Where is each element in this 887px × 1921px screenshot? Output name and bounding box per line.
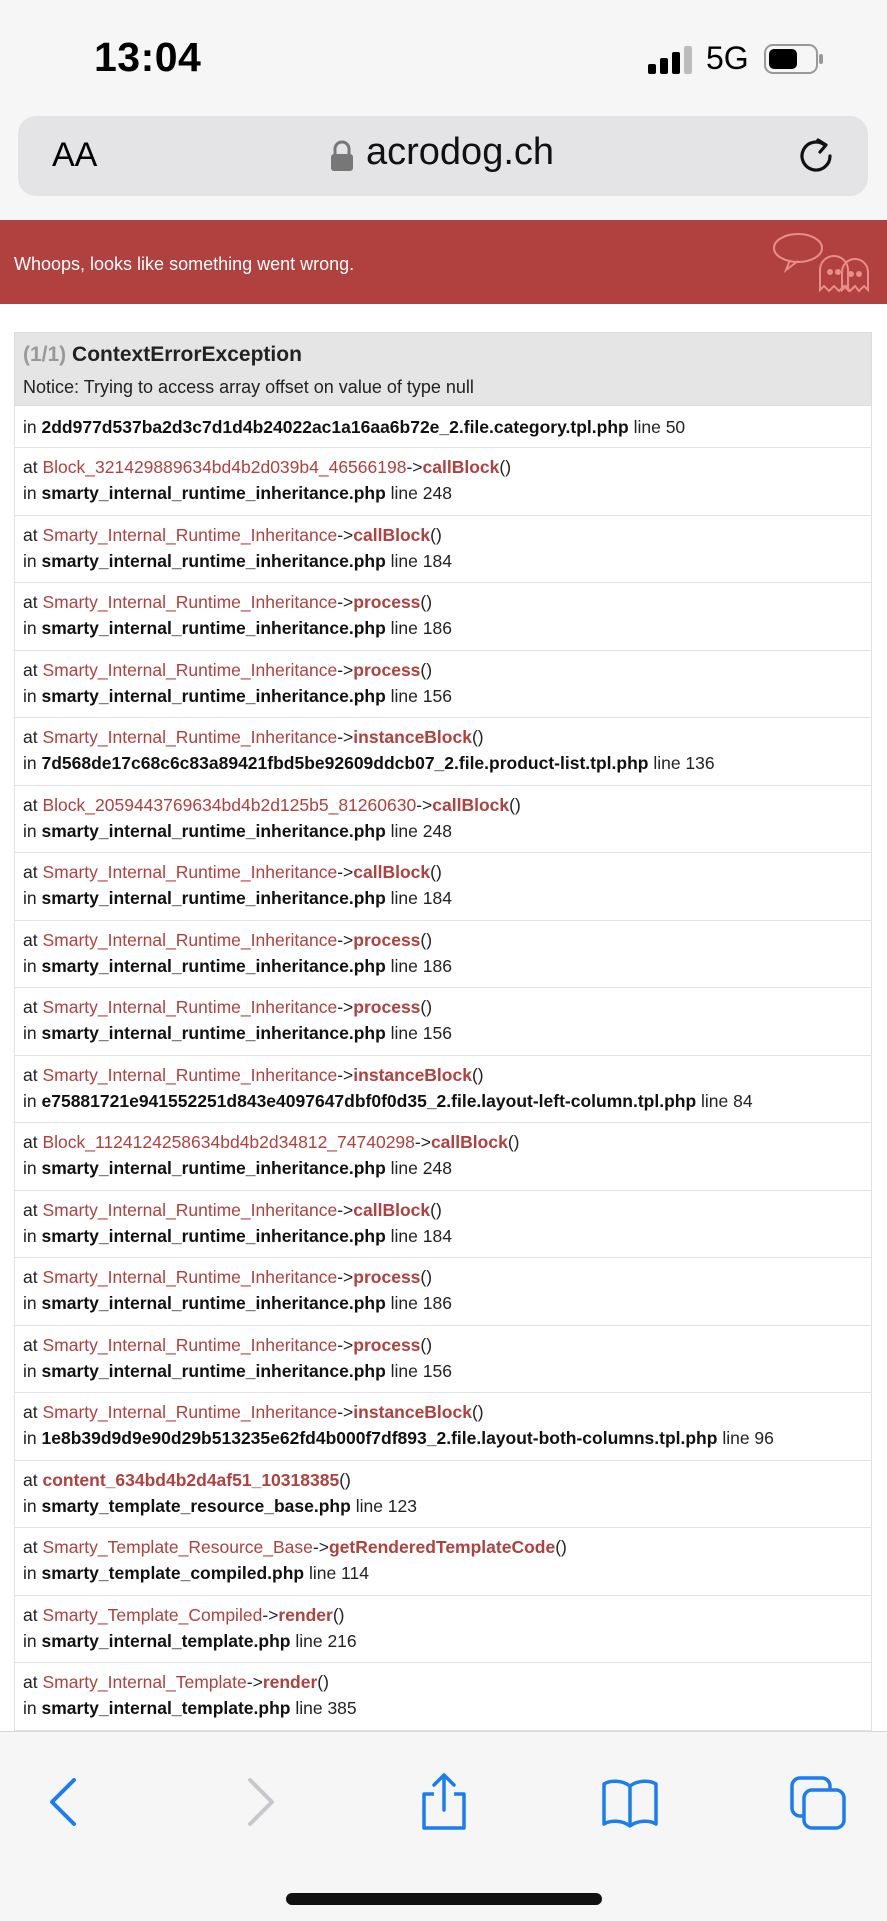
frame-arrow: -> xyxy=(337,1334,354,1355)
frame-in-label: in xyxy=(23,1225,37,1246)
frame-class: Smarty_Internal_Runtime_Inheritance xyxy=(42,727,338,747)
frame-function: process xyxy=(353,659,421,680)
frame-parens: () xyxy=(420,592,433,612)
frame-at-label: at xyxy=(23,524,38,545)
frame-arrow: -> xyxy=(337,1064,354,1085)
frame-in-label: in xyxy=(23,1023,37,1043)
frame-parens: () xyxy=(471,1402,484,1422)
frame-line: line 184 xyxy=(390,550,452,571)
frame-at-label: at xyxy=(23,1334,38,1355)
frame-class: Smarty_Internal_Runtime_Inheritance xyxy=(42,1402,338,1422)
frame-class: Smarty_Internal_Runtime_Inheritance xyxy=(42,1064,338,1085)
frame-function: callBlock xyxy=(353,1199,431,1220)
frame-parens: () xyxy=(509,794,521,815)
frame-file: smarty_internal_runtime_inheritance.php xyxy=(41,820,386,841)
frame-line: line 248 xyxy=(390,1158,452,1178)
frame-class: Block_2059443769634bd4b2d125b5_81260630 xyxy=(42,794,417,815)
frame-in-label: in xyxy=(23,1698,37,1718)
frame-arrow: -> xyxy=(337,997,354,1017)
frame-file: smarty_internal_template.php xyxy=(41,1698,291,1718)
frame-file: smarty_internal_runtime_inheritance.php xyxy=(41,618,386,638)
frame-file: smarty_internal_runtime_inheritance.php xyxy=(41,1293,386,1313)
frame-file: 1e8b39d9d9e90d29b513235e62fd4b000f7df893_2.file.layout-both-columns.tpl.php xyxy=(41,1428,718,1448)
stack-frame xyxy=(14,651,872,719)
frame-class: Smarty_Internal_Runtime_Inheritance xyxy=(42,929,338,950)
frame-in-label: in xyxy=(23,955,37,976)
tabs-icon[interactable] xyxy=(788,1772,848,1832)
stack-frame xyxy=(14,516,872,584)
frame-line: line 96 xyxy=(722,1428,774,1448)
frame-arrow: -> xyxy=(337,929,354,950)
frame-in-label: in xyxy=(23,550,37,571)
text-size-button[interactable]: AA xyxy=(52,136,98,174)
stack-frame xyxy=(14,1663,872,1731)
frame-line: line 156 xyxy=(390,1023,452,1043)
address-bar[interactable] xyxy=(18,116,868,196)
frame-line: line 123 xyxy=(355,1495,417,1516)
frame-function: content_634bd4b2d4af51_10318385 xyxy=(42,1469,340,1490)
frame-in-label: in xyxy=(23,753,37,773)
frame-line: line 156 xyxy=(390,1360,452,1381)
frame-at-label: at xyxy=(23,1132,38,1152)
frame-parens: () xyxy=(430,862,442,882)
frame-arrow: -> xyxy=(312,1537,329,1557)
frame-function: instanceBlock xyxy=(353,1064,472,1085)
frame-line: line 84 xyxy=(701,1090,753,1111)
frame-function: instanceBlock xyxy=(353,727,472,747)
stack-frame xyxy=(14,718,872,786)
frame-arrow: -> xyxy=(337,659,354,680)
share-icon[interactable] xyxy=(414,1772,474,1832)
browser-address-area xyxy=(0,112,887,220)
stack-frame xyxy=(14,406,872,448)
exception-header xyxy=(14,332,872,406)
stack-frame xyxy=(14,1258,872,1326)
frame-in-label: in xyxy=(23,618,37,638)
frame-parens: () xyxy=(507,1132,520,1152)
frame-function: process xyxy=(353,1334,421,1355)
frame-function: process xyxy=(353,997,421,1017)
exception-message: Notice: Trying to access array offset on value of type null xyxy=(23,377,474,397)
frame-line: line 248 xyxy=(390,820,452,841)
frame-parens: () xyxy=(420,1334,433,1355)
reload-icon[interactable] xyxy=(794,134,838,178)
frame-at-label: at xyxy=(23,862,38,882)
battery-icon xyxy=(764,44,824,74)
frame-arrow: -> xyxy=(337,727,354,747)
frame-function: callBlock xyxy=(422,457,500,477)
frame-file: smarty_internal_runtime_inheritance.php xyxy=(41,550,386,571)
frame-line: line 156 xyxy=(390,685,452,706)
frame-parens: () xyxy=(471,727,484,747)
stack-frame xyxy=(14,853,872,921)
frame-function: render xyxy=(262,1672,318,1692)
stack-frame xyxy=(14,988,872,1056)
frame-at-label: at xyxy=(23,1672,38,1692)
frame-arrow: -> xyxy=(337,592,354,612)
cellular-signal-icon xyxy=(648,46,694,74)
frame-in-label: in xyxy=(23,888,37,908)
frame-parens: () xyxy=(420,929,433,950)
frame-in-label: in xyxy=(23,1360,37,1381)
frame-function: getRenderedTemplateCode xyxy=(328,1537,556,1557)
lock-icon xyxy=(330,140,354,172)
frame-line: line 186 xyxy=(390,1293,452,1313)
stack-frame xyxy=(14,921,872,989)
frame-function: callBlock xyxy=(353,862,431,882)
frame-line: line 184 xyxy=(390,1225,452,1246)
frame-file: smarty_template_compiled.php xyxy=(41,1563,305,1583)
frame-file: smarty_internal_runtime_inheritance.php xyxy=(41,685,386,706)
frame-at-label: at xyxy=(23,1537,38,1557)
forward-icon[interactable] xyxy=(228,1772,288,1832)
frame-file: smarty_internal_runtime_inheritance.php xyxy=(41,1158,386,1178)
frame-arrow: -> xyxy=(337,524,354,545)
exception-class: ContextErrorException xyxy=(72,343,302,366)
frame-in-label: in xyxy=(23,1495,37,1516)
frame-in-label: in xyxy=(23,483,37,503)
frame-file: 7d568de17c68c6c83a89421fbd5be92609ddcb07_2.file.product-list.tpl.php xyxy=(41,753,649,773)
error-banner xyxy=(0,220,887,304)
frame-at-label: at xyxy=(23,592,38,612)
frame-file: smarty_internal_template.php xyxy=(41,1630,291,1651)
frame-class: Block_321429889634bd4b2d039b4_46566198 xyxy=(42,457,407,477)
stack-frame xyxy=(14,1528,872,1596)
frame-parens: () xyxy=(430,1199,442,1220)
frame-class: Smarty_Template_Resource_Base xyxy=(42,1537,313,1557)
frame-arrow: -> xyxy=(262,1604,279,1625)
frame-at-label: at xyxy=(23,1064,38,1085)
frame-class: Smarty_Internal_Runtime_Inheritance xyxy=(42,1267,338,1287)
frame-class: Smarty_Internal_Runtime_Inheritance xyxy=(42,592,338,612)
frame-arrow: -> xyxy=(337,1199,354,1220)
frame-at-label: at xyxy=(23,997,38,1017)
stack-frame xyxy=(14,1191,872,1259)
frame-parens: () xyxy=(430,524,442,545)
stack-frame xyxy=(14,1461,872,1529)
frame-line: line 186 xyxy=(390,618,452,638)
frame-line: line 114 xyxy=(308,1563,369,1583)
status-time: 13:04 xyxy=(94,34,202,80)
frame-function: process xyxy=(353,1267,421,1287)
frame-class: Smarty_Internal_Runtime_Inheritance xyxy=(42,524,338,545)
frame-at-label: at xyxy=(23,457,38,477)
stack-frame xyxy=(14,1326,872,1394)
stack-frame xyxy=(14,1056,872,1124)
back-icon[interactable] xyxy=(36,1772,96,1832)
frame-file: smarty_internal_runtime_inheritance.php xyxy=(41,888,386,908)
frame-file: smarty_internal_runtime_inheritance.php xyxy=(41,1225,386,1246)
frame-line: line 50 xyxy=(633,417,686,437)
frame-parens: () xyxy=(555,1537,567,1557)
frame-parens: () xyxy=(420,659,433,680)
error-banner-message: Whoops, looks like something went wrong. xyxy=(14,254,355,274)
frame-line: line 248 xyxy=(390,483,452,503)
frame-function: callBlock xyxy=(432,794,510,815)
stack-frame xyxy=(14,1123,872,1191)
frame-at-label: at xyxy=(23,929,38,950)
frame-parens: () xyxy=(420,1267,433,1287)
frame-function: render xyxy=(278,1604,333,1625)
frame-in-label: in xyxy=(23,1563,37,1583)
frame-in-label: in xyxy=(23,1630,37,1651)
frame-in-label: in xyxy=(23,820,37,841)
frame-at-label: at xyxy=(23,794,38,815)
frame-parens: () xyxy=(317,1672,329,1692)
frame-line: line 385 xyxy=(295,1698,357,1718)
stack-frame xyxy=(14,1393,872,1461)
frame-file: 2dd977d537ba2d3c7d1d4b24022ac1a16aa6b72e_2.file.category.tpl.php xyxy=(41,417,629,437)
frame-file: smarty_template_resource_base.php xyxy=(41,1495,351,1516)
frame-class: Block_1124124258634bd4b2d34812_74740298 xyxy=(42,1132,415,1152)
frame-arrow: -> xyxy=(337,862,354,882)
frame-class: Smarty_Template_Compiled xyxy=(42,1604,263,1625)
frame-parens: () xyxy=(339,1469,351,1490)
frame-in-label: in xyxy=(23,1158,37,1178)
frame-at-label: at xyxy=(23,1267,38,1287)
frame-parens: () xyxy=(420,997,433,1017)
frame-file: smarty_internal_runtime_inheritance.php xyxy=(41,955,386,976)
frame-parens: () xyxy=(332,1604,345,1625)
frame-arrow: -> xyxy=(414,1132,431,1152)
frame-parens: () xyxy=(471,1064,484,1085)
stack-frame xyxy=(14,786,872,854)
frame-class: Smarty_Internal_Runtime_Inheritance xyxy=(42,1334,338,1355)
frame-function: instanceBlock xyxy=(353,1402,472,1422)
frame-file: smarty_internal_runtime_inheritance.php xyxy=(41,1023,386,1043)
frame-at-label: at xyxy=(23,1402,38,1422)
frame-arrow: -> xyxy=(337,1267,354,1287)
frame-in-label: in xyxy=(23,417,37,437)
frame-class: Smarty_Internal_Runtime_Inheritance xyxy=(42,1199,338,1220)
frame-line: line 216 xyxy=(295,1630,357,1651)
frame-in-label: in xyxy=(23,685,37,706)
frame-class: Smarty_Internal_Runtime_Inheritance xyxy=(42,862,338,882)
frame-at-label: at xyxy=(23,727,38,747)
home-indicator[interactable] xyxy=(286,1893,602,1905)
frame-in-label: in xyxy=(23,1428,37,1448)
exception-count: (1/1) xyxy=(23,343,67,366)
frame-in-label: in xyxy=(23,1090,37,1111)
frame-function: process xyxy=(353,592,421,612)
frame-at-label: at xyxy=(23,1469,38,1490)
frame-line: line 184 xyxy=(390,888,452,908)
frame-class: Smarty_Internal_Template xyxy=(42,1672,247,1692)
status-bar xyxy=(0,0,887,112)
exception-ghost-icon xyxy=(770,230,880,300)
frame-function: callBlock xyxy=(430,1132,508,1152)
url-domain[interactable]: acrodog.ch xyxy=(366,131,555,173)
frame-arrow: -> xyxy=(406,457,423,477)
frame-parens: () xyxy=(499,457,512,477)
stack-frame xyxy=(14,448,872,516)
frame-at-label: at xyxy=(23,659,38,680)
frame-file: e75881721e941552251d843e4097647dbf0f0d35_2.file.layout-left-column.tpl.php xyxy=(41,1090,697,1111)
frame-line: line 136 xyxy=(653,753,715,773)
network-type: 5G xyxy=(706,40,749,76)
frame-file: smarty_internal_runtime_inheritance.php xyxy=(41,1360,386,1381)
frame-function: process xyxy=(353,929,421,950)
frame-at-label: at xyxy=(23,1604,38,1625)
stack-frame xyxy=(14,583,872,651)
stack-trace-panel xyxy=(14,332,872,1732)
frame-at-label: at xyxy=(23,1199,38,1220)
frame-arrow: -> xyxy=(246,1672,263,1692)
frame-arrow: -> xyxy=(337,1402,354,1422)
stack-frame xyxy=(14,1596,872,1664)
frame-class: Smarty_Internal_Runtime_Inheritance xyxy=(42,997,338,1017)
frame-line: line 186 xyxy=(390,955,452,976)
frame-class: Smarty_Internal_Runtime_Inheritance xyxy=(42,659,338,680)
frame-arrow: -> xyxy=(416,794,433,815)
stack-frames xyxy=(14,406,872,1731)
bookmarks-icon[interactable] xyxy=(600,1772,660,1832)
frame-file: smarty_internal_runtime_inheritance.php xyxy=(41,483,386,503)
frame-function: callBlock xyxy=(353,524,431,545)
frame-in-label: in xyxy=(23,1293,37,1313)
